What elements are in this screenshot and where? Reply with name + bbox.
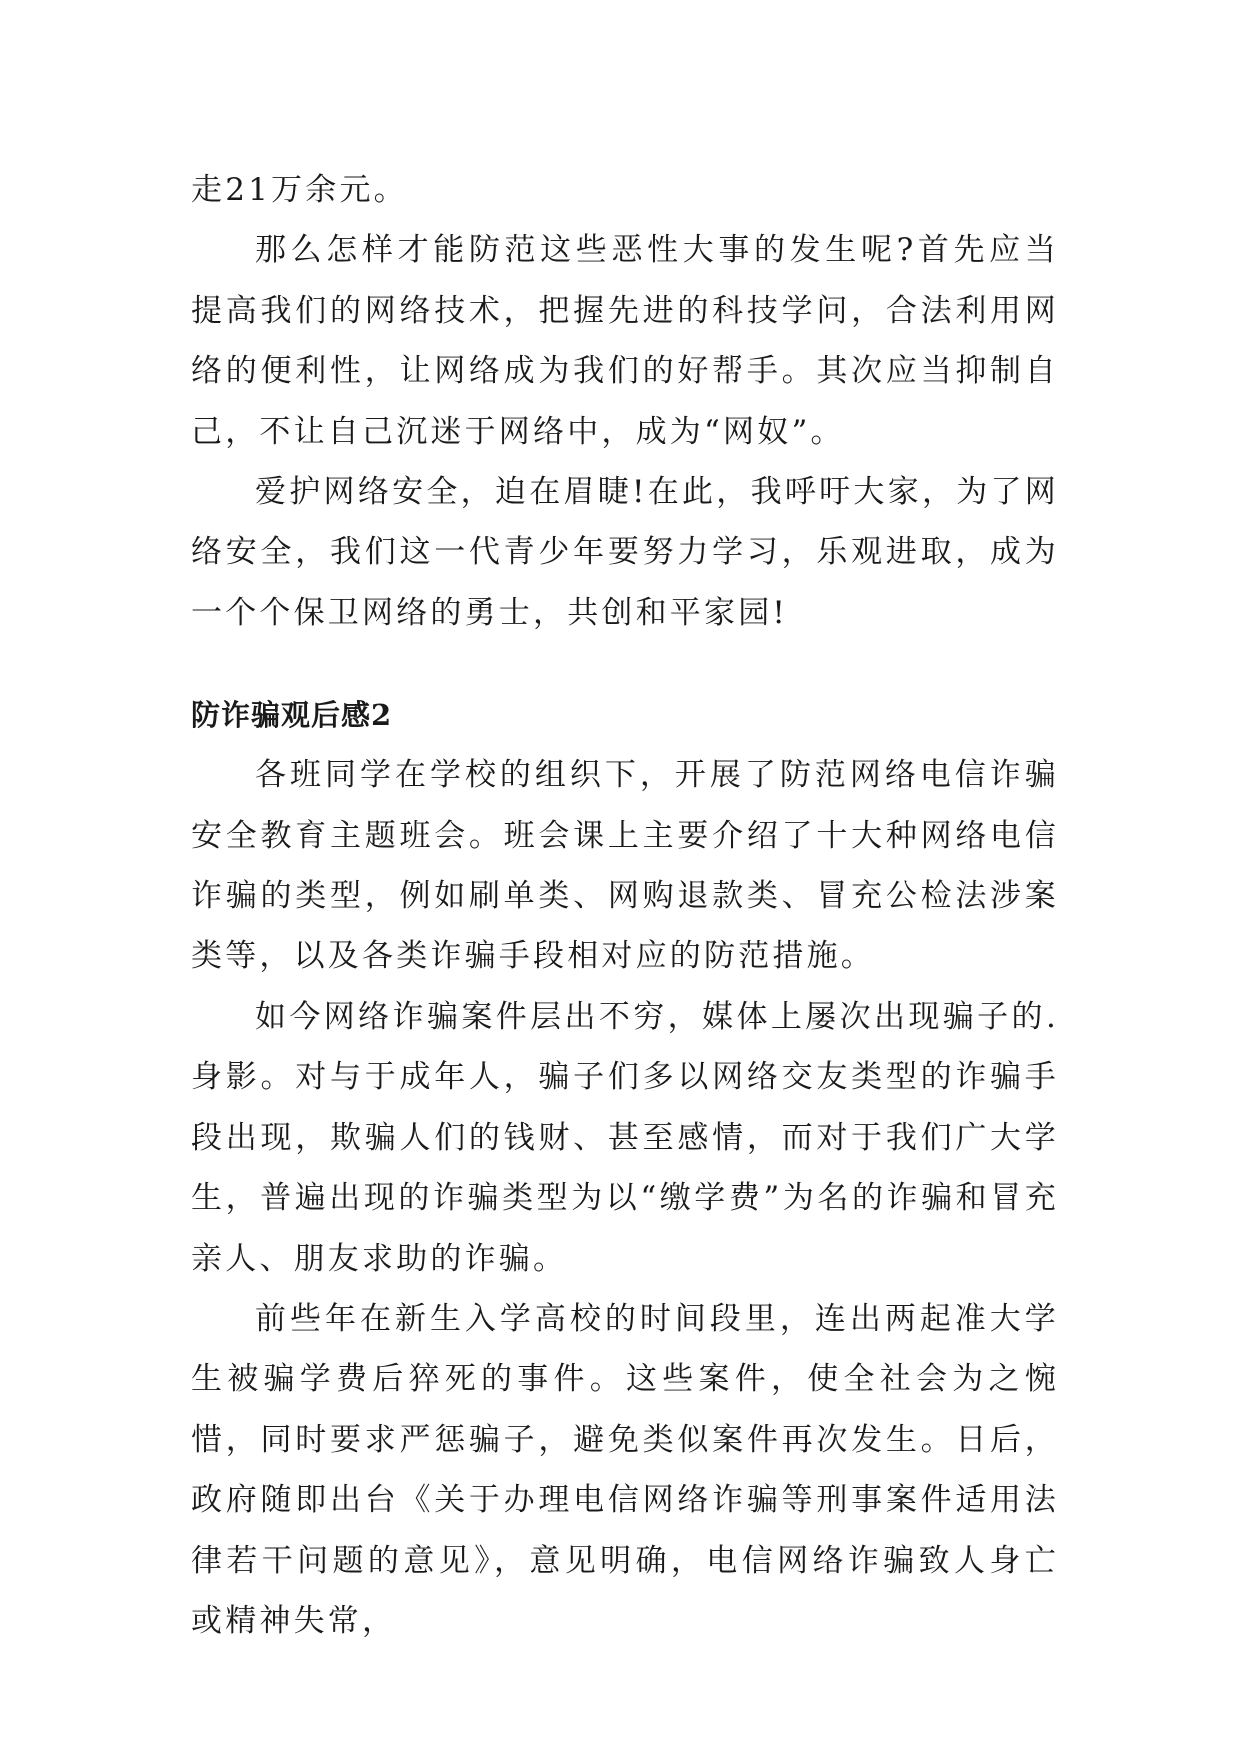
section-title: 防诈骗观后感2	[191, 698, 393, 733]
paragraph-class-meeting: 各班同学在学校的组织下，开展了防范网络电信诈骗安全教育主题班会。班会课上主要介绍了十大种网络电信诈骗的类型，例如刷单类、网购退款类、冒充公检法涉案类等，以及各类诈骗手段相对应的防范措施。	[191, 757, 1059, 975]
text-column	[191, 160, 1059, 1651]
paragraph-call-to-action: 爱护网络安全，迫在眉睫!在此，我呼吁大家，为了网络安全，我们这一代青少年要努力学习，乐观进取，成为一个个保卫网络的勇士，共创和平家园!	[191, 474, 1059, 631]
paragraph-prevention: 那么怎样才能防范这些恶性大事的发生呢?首先应当提高我们的网络技术，把握先进的科技学问，合法利用网络的便利性，让网络成为我们的好帮手。其次应当抑制自己，不让自己沉迷于网络中，成为“网奴”。	[191, 232, 1059, 450]
paragraph-continuation: 走21万余元。	[191, 172, 408, 208]
paragraph-cases: 前些年在新生入学高校的时间段里，连出两起准大学生被骗学费后猝死的事件。这些案件，使全社会为之惋惜，同时要求严惩骗子，避免类似案件再次发生。日后，政府随即出台《关于办理电信网络诈骗等刑事案件适用法律若干问题的意见》，意见明确，电信网络诈骗致人身亡或精神失常，	[191, 1300, 1059, 1639]
paragraph-fraud-types: 如今网络诈骗案件层出不穷，媒体上屡次出现骗子的.身影。对与于成年人，骗子们多以网络交友类型的诈骗手段出现，欺骗人们的钱财、甚至感情，而对于我们广大学生，普遍出现的诈骗类型为以“缴学费”为名的诈骗和冒充亲人、朋友求助的诈骗。	[191, 998, 1059, 1277]
